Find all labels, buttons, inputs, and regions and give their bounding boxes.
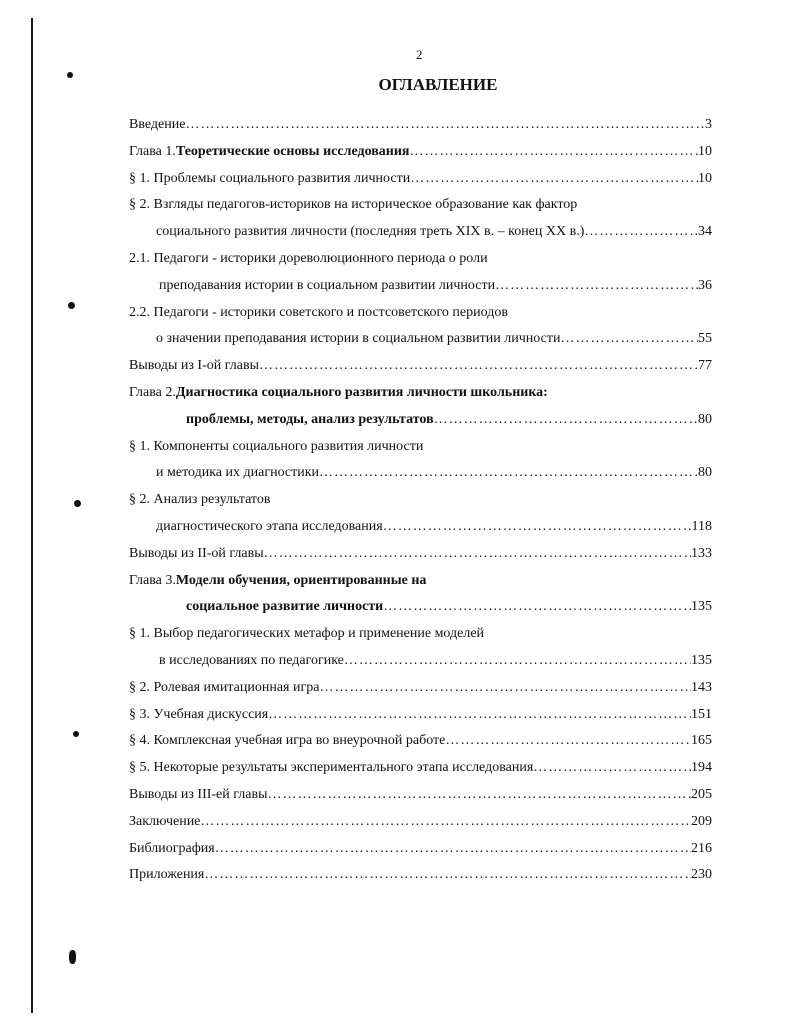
- page-title: ОГЛАВЛЕНИЕ: [378, 75, 498, 94]
- toc-entry: [129, 862, 712, 889]
- toc-entry-text: § 2. Анализ результатов: [129, 492, 271, 508]
- punch-hole-mark: [74, 500, 81, 507]
- toc-chapter-title: Модели обучения, ориентированные на: [175, 572, 427, 588]
- toc-entry: [129, 809, 712, 836]
- toc-leader-dots: [200, 809, 691, 836]
- toc-chapter-title: Теоретические основы исследования: [175, 143, 410, 159]
- toc-page-number: 135: [691, 652, 712, 668]
- toc-page-number: 77: [698, 358, 712, 374]
- toc-entry-text: 2.2. Педагоги - историки советского и постсоветского периодов: [129, 304, 508, 320]
- toc-entry: [129, 326, 712, 353]
- toc-entry-text: преподавания истории в социальном развитии личности: [159, 277, 496, 293]
- toc-entry-text: § 1. Выбор педагогических метафор и применение моделей: [129, 626, 485, 642]
- toc-entry: [129, 568, 712, 595]
- toc-page-number: 10: [698, 170, 712, 186]
- binding-line: [31, 18, 33, 1013]
- toc-chapter-title: социальное развитие личности: [186, 599, 384, 615]
- toc-page-number: 55: [698, 331, 712, 347]
- toc-page-number: 10: [698, 143, 712, 159]
- toc-entry-text: § 2. Взгляды педагогов-историков на историческое образование как фактор: [129, 197, 578, 213]
- toc-entry: [129, 755, 712, 782]
- toc-page-number: 80: [698, 465, 712, 481]
- toc-entry-text: § 3. Учебная дискуссия: [129, 706, 269, 722]
- toc-entry: [129, 460, 712, 487]
- toc-entry: [129, 112, 712, 139]
- toc-entry-text: Приложения: [129, 867, 205, 883]
- toc-entry-text: Выводы из I-ой главы: [129, 358, 259, 374]
- toc-entry-text: § 1. Проблемы социального развития личности: [129, 170, 411, 186]
- toc-entry-text: диагностического этапа исследования: [156, 518, 383, 534]
- toc-entry: [129, 621, 712, 648]
- toc-page-number: 143: [691, 679, 712, 695]
- toc-leader-dots: [410, 139, 699, 166]
- toc-entry-text: § 5. Некоторые результаты экспериментального этапа исследования: [129, 760, 534, 776]
- toc-leader-dots: [185, 112, 705, 139]
- toc-entry: [129, 219, 712, 246]
- toc-leader-dots: [268, 702, 691, 729]
- toc-entry-text: Заключение: [129, 813, 201, 829]
- toc-page-number: 135: [691, 599, 712, 615]
- toc-entry: [129, 594, 712, 621]
- toc-entry: [129, 273, 712, 300]
- toc-page-number: 209: [691, 813, 712, 829]
- toc-entry: [129, 782, 712, 809]
- toc-entry: [129, 702, 712, 729]
- toc-page-number: 194: [691, 760, 712, 776]
- toc-entry-text: о значении преподавания истории в социальном развитии личности: [156, 331, 561, 347]
- toc-page-number: 165: [691, 733, 712, 749]
- punch-hole-mark: [69, 950, 76, 964]
- toc-page-number: 151: [691, 706, 712, 722]
- toc-leader-dots: [319, 675, 691, 702]
- toc-page-number: 216: [691, 840, 712, 856]
- toc-entry-text: и методика их диагностики: [156, 465, 320, 481]
- toc-leader-dots: [584, 219, 698, 246]
- page-number: 2: [416, 47, 423, 62]
- toc-entry-text: Введение: [129, 117, 186, 132]
- toc-entry: [129, 166, 712, 193]
- toc-page-number: 230: [691, 867, 712, 883]
- toc-entry: [129, 246, 712, 273]
- toc-entry-text: § 1. Компоненты социального развития личности: [129, 438, 424, 454]
- toc-leader-dots: [560, 326, 698, 353]
- toc-leader-dots: [215, 836, 691, 863]
- toc-entry-text: 2.1. Педагоги - историки дореволюционного периода о роли: [129, 250, 488, 266]
- toc-chapter-label: Глава 3.: [129, 572, 176, 588]
- punch-hole-mark: [73, 731, 79, 737]
- toc-entry: [129, 514, 712, 541]
- toc-leader-dots: [204, 862, 691, 889]
- toc-entry: [129, 407, 712, 434]
- toc-page-number: 80: [698, 411, 712, 427]
- toc-leader-dots: [410, 166, 698, 193]
- toc-leader-dots: [319, 460, 698, 487]
- toc-entry-text: Выводы из III-ей главы: [129, 786, 268, 802]
- toc-entry-text: § 4. Комплексная учебная игра во внеурочной работе: [129, 733, 446, 749]
- toc-entry-text: § 2. Ролевая имитационная игра: [129, 679, 320, 695]
- punch-hole-mark: [68, 302, 75, 309]
- toc-entry: [129, 541, 712, 568]
- toc-chapter-label: Глава 1.: [129, 143, 176, 159]
- toc-entry-text: социального развития личности (последняя треть XIX в. – конец XX в.): [156, 224, 585, 240]
- toc-leader-dots: [259, 353, 698, 380]
- toc-entry: [129, 139, 712, 166]
- toc-page-number: 36: [698, 277, 712, 293]
- toc-leader-dots: [383, 594, 691, 621]
- toc-entry: [129, 836, 712, 863]
- toc-entry: [129, 675, 712, 702]
- toc-entry: [129, 487, 712, 514]
- toc-entry-text: Выводы из II-ой главы: [129, 545, 264, 561]
- toc-leader-dots: [344, 648, 691, 675]
- toc-page-number: 205: [691, 786, 712, 802]
- toc-page-number: 34: [698, 224, 712, 240]
- toc-entry: [129, 728, 712, 755]
- toc-entry: [129, 300, 712, 327]
- toc-page-number: 118: [691, 518, 712, 534]
- toc-chapter-title: Диагностика социального развития личности школьника:: [175, 384, 548, 400]
- toc-leader-dots: [264, 541, 691, 568]
- toc-leader-dots: [268, 782, 691, 809]
- toc-entry: [129, 434, 712, 461]
- toc-entry: [129, 648, 712, 675]
- toc-leader-dots: [383, 514, 692, 541]
- toc-chapter-label: Глава 2.: [129, 384, 176, 400]
- toc-leader-dots: [495, 273, 698, 300]
- toc-entry-text: в исследованиях по педагогике: [159, 652, 344, 668]
- toc-page-number: 133: [691, 545, 712, 561]
- toc-leader-dots: [445, 728, 691, 755]
- table-of-contents: [129, 112, 712, 889]
- toc-entry-text: Библиография: [129, 840, 215, 856]
- toc-entry: [129, 192, 712, 219]
- toc-leader-dots: [434, 407, 698, 434]
- toc-leader-dots: [533, 755, 691, 782]
- toc-chapter-title: проблемы, методы, анализ результатов: [186, 411, 434, 427]
- toc-entry: [129, 380, 712, 407]
- toc-page-number: 3: [705, 117, 712, 132]
- toc-entry: [129, 353, 712, 380]
